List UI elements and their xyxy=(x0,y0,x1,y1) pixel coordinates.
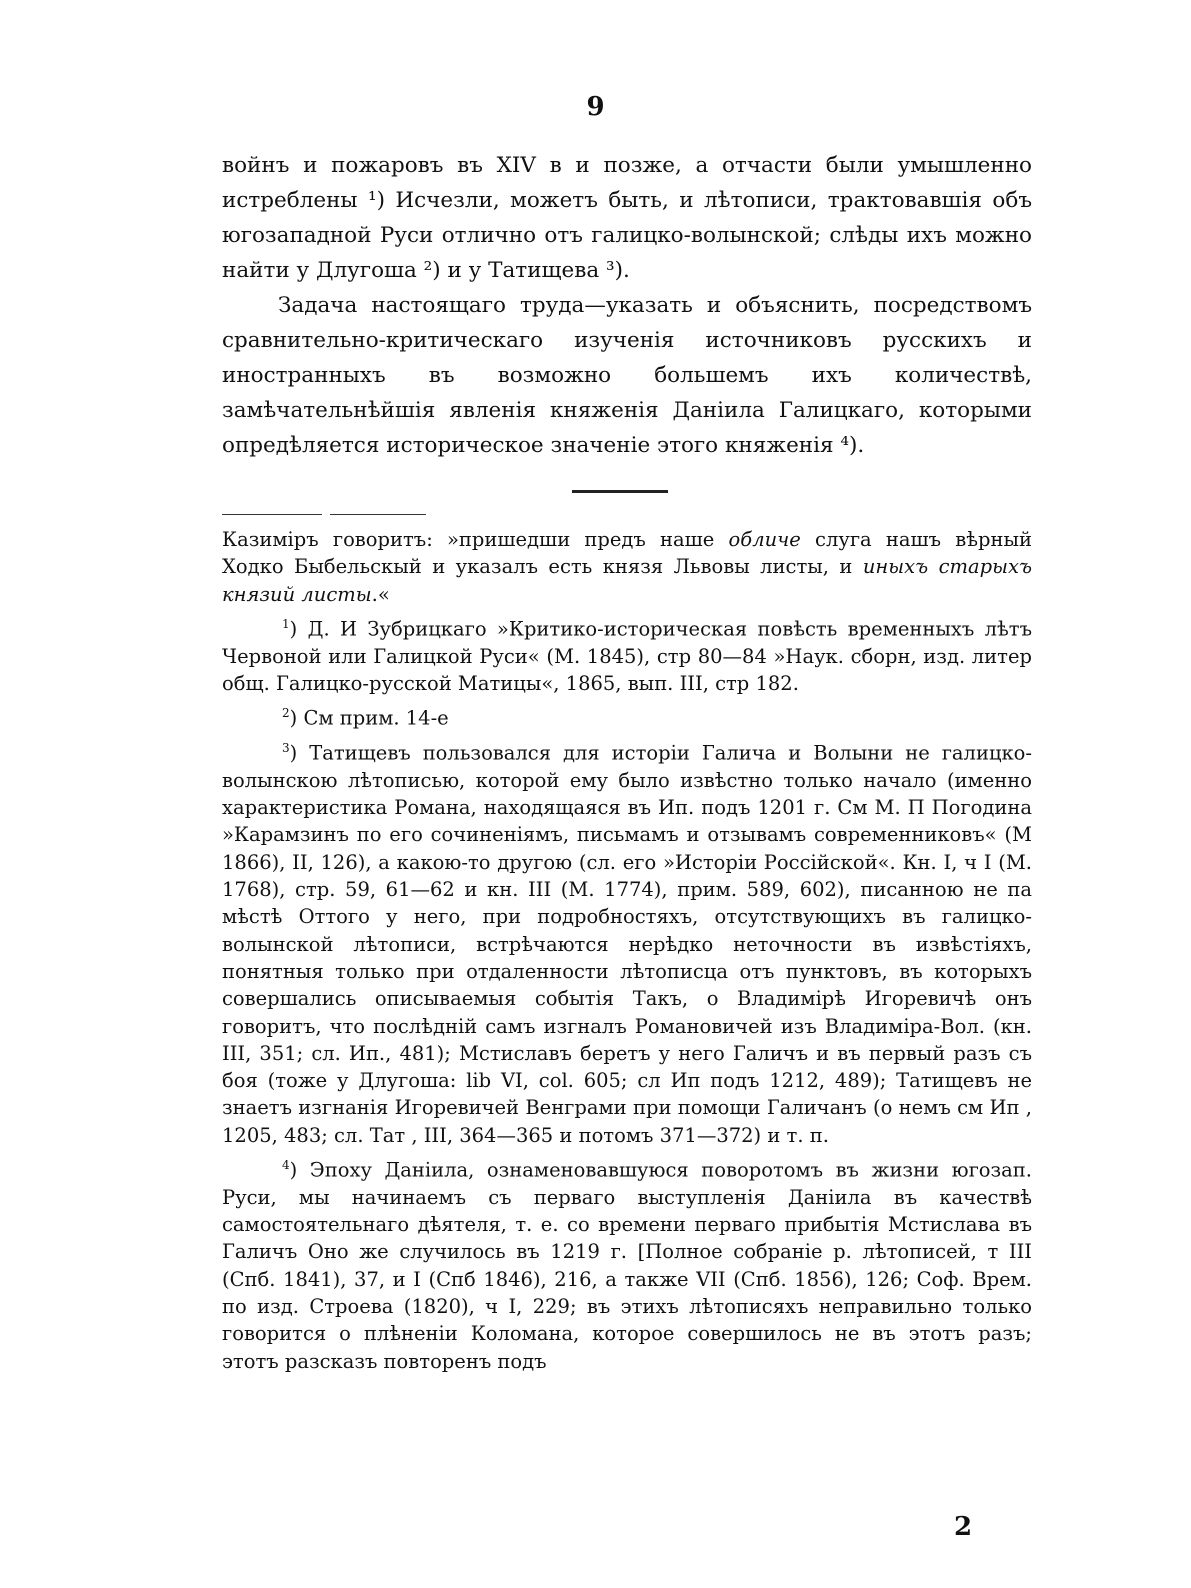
footnote-4: $^4$) Эпоху Даніила, ознаменовавшуюся поворотомъ въ жизни югозап. Руси, мы начинаемъ съ перваго выступленія Даніила въ качествѣ самостоятельнаго дѣятеля, т. е. со времени перваго прибытія Мстислава въ Галичъ Оно же случилось въ 1219 г. [Полное собраніе р. лѣтописей, т III (Спб. 1841), 37, и I (Спб 1846), 216, а также VII (Спб. 1856), 126; Соф. Врем. по изд. Строева (1820), ч I, 229; въ этихъ лѣтописяхъ неправильно только говорится о плѣненіи Коломана, которое совершилось не въ этотъ разъ; этотъ разсказъ повторенъ подъ xyxy=(222,1158,1032,1373)
footnote-rule xyxy=(330,514,426,515)
footnote-rule xyxy=(222,514,322,515)
footnotes xyxy=(222,526,1032,1375)
page-number: 9 xyxy=(586,92,605,122)
footnote-marker: 1 xyxy=(282,616,290,631)
footnote-3: $^3$) Татищевъ пользовался для исторіи Галича и Волыни не галицко-волынскою лѣтописью, которой ему было извѣстно только начало (именно характеристика Романа, находящаяся въ Ип. подъ 1201 г. См М. П Погодина »Карамзинъ по его сочиненіямъ, письмамъ и отзывамъ современниковъ« (М 1866), II, 126), а какою-то другою (сл. его »Исторіи Россійской«. Кн. I, ч I (М. 1768), стр. 59, 61—62 и кн. III (М. 1774), прим. 589, 602), писанною не па мѣстѣ Оттого у него, при подробностяхъ, отсутствующихъ въ галицко-волынской лѣтописи, встрѣчаются нерѣдко неточности въ извѣстіяхъ, понятныя только при отдаленности лѣтописца отъ пунктовъ, въ которыхъ совершались описываемыя событія Такъ, о Владимірѣ Игоревичѣ онъ говоритъ, что послѣдній самъ изгналъ Романовичей изъ Владиміра-Вол. (кн. III, 351; сл. Ип., 481); Мстиславъ беретъ у него Галичъ и въ первый разъ съ боя (тоже у Длугоша: lib VI, col. 605; сл Ип подъ 1212, 489); Татищевъ не знаетъ изгнанія Игоревичей Венграми при помощи Галичанъ (о немъ см Ип , 1205, 483; сл. Тат , III, 364—365 и потомъ 371—372) и т. п. xyxy=(222,741,1032,1147)
main-paragraph: войнъ и пожаровъ въ XIV в и позже, а отчасти были умышленно истреблены ¹) Исчезли, можетъ быть, и лѣтописи, трактовавшія объ югозападной Руси отлично отъ галицко-волынской; слѣды ихъ можно найти у Длугоша ²) и у Татищева ³). xyxy=(222,153,1032,283)
footnote-marker: 2 xyxy=(282,706,290,721)
printer-signature-mark: 2 xyxy=(954,1512,973,1542)
footnote-1: $^1$) Д. И Зубрицкаго »Критико-историческая повѣсть временныхъ лѣтъ Червоной или Галицкой Руси« (М. 1845), стр 80—84 »Наук. сборн, изд. литер общ. Галицко-русской Матицы«, 1865, вып. III, стр 182. xyxy=(222,616,1032,695)
section-divider xyxy=(572,490,668,493)
footnote-continuation: Казиміръ говоритъ: »пришедши предъ наше обличе слуга нашъ вѣрный Ходко Быбельскый и указалъ есть князя Львовы листы, и иныхъ старыхъ князий листы.« xyxy=(222,528,1032,606)
main-paragraph: Задача настоящаго труда—указать и объяснить, посредствомъ сравнительно-критическаго изученія источниковъ русскихъ и иностранныхъ въ возможно большемъ ихъ количествѣ, замѣчательнѣйшія явленія княженія Даніила Галицкаго, которыми опредѣляется историческое значеніе этого княженія ⁴). xyxy=(222,293,1032,458)
footnote-2: $^2$) См прим. 14-е xyxy=(282,706,449,730)
main-text xyxy=(222,148,1032,463)
footnote-marker: 4 xyxy=(282,1158,290,1173)
footnote-marker: 3 xyxy=(282,741,290,756)
